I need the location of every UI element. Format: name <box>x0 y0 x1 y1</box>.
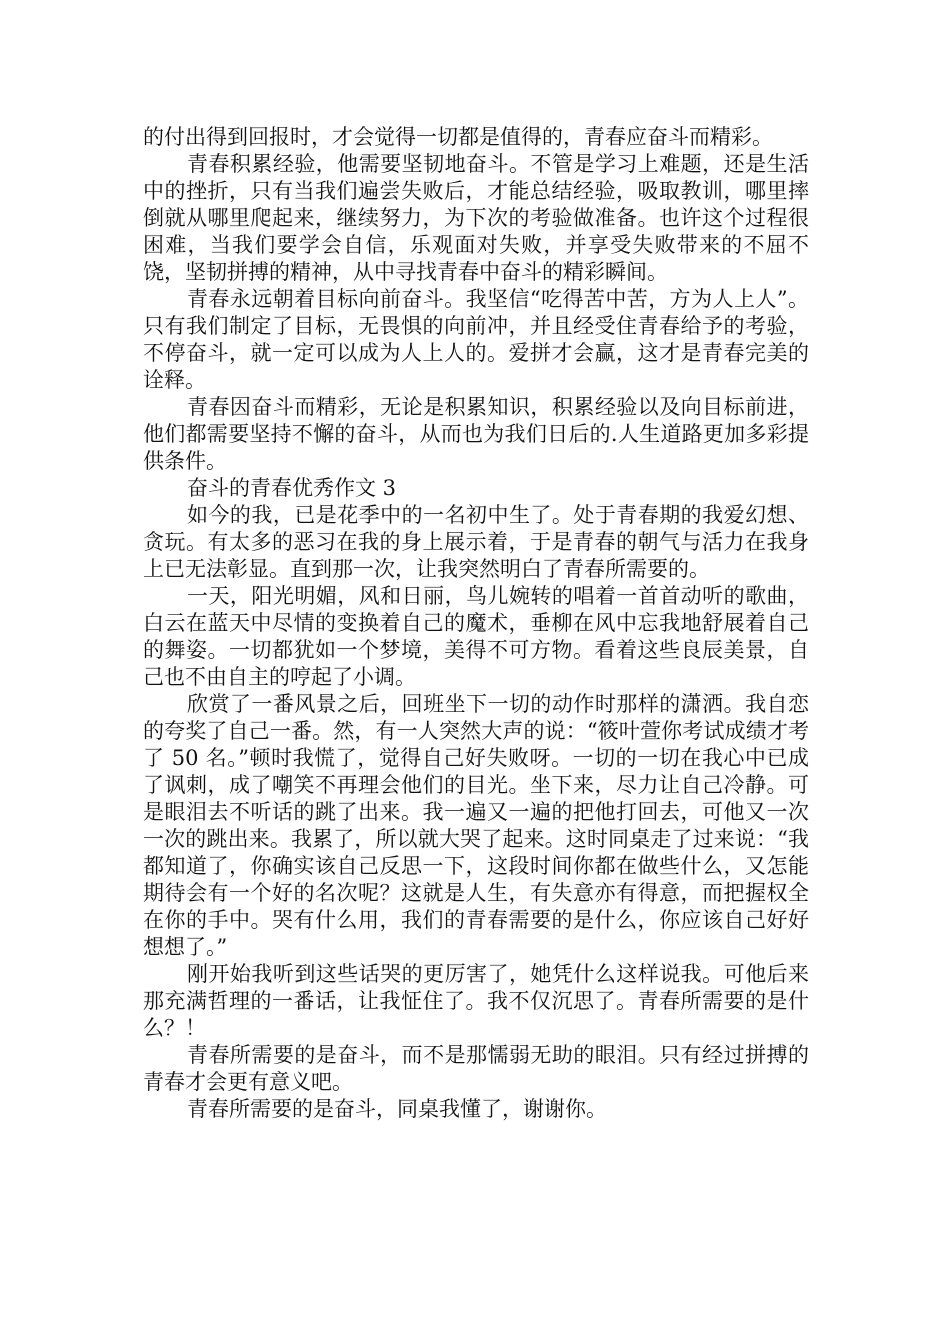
paragraph: 一天，阳光明媚，风和日丽，鸟儿婉转的唱着一首首动听的歌曲，白云在蓝天中尽情的变换着自己的魔术，垂柳在风中忘我地舒展着自己的舞姿。一切都犹如一个梦境，美得不可方物。看着这些良辰美景，自己也不由自主的哼起了小调。 <box>143 584 809 689</box>
paragraph: 青春积累经验，他需要坚韧地奋斗。不管是学习上难题，还是生活中的挫折，只有当我们遍尝失败后，才能总结经验，吸取教训，哪里摔倒就从哪里爬起来，继续努力，为下次的考验做准备。也许这个过程很困难，当我们要学会自信，乐观面对失败，并享受失败带来的不屈不饶，坚韧拼搏的精神，从中寻找青春中奋斗的精彩瞬间。 <box>143 152 809 284</box>
paragraph: 青春所需要的是奋斗，而不是那懦弱无助的眼泪。只有经过拼搏的青春才会更有意义吧。 <box>143 1043 809 1094</box>
paragraph: 欣赏了一番风景之后，回班坐下一切的动作时那样的潇洒。我自恋的夸奖了自己一番。然，有一人突然大声的说：“筱叶萱你考试成绩才考了 50 名。”顿时我慌了，觉得自己好失败呀。一切的一切在我心中已成了讽刺，成了嘲笑不再理会他们的目光。坐下来，尽力让自己冷静。可是眼泪去不听话的跳了出来。我一遍又一遍的把他打回去，可他又一次一次的跳出来。我累了，所以就大哭了起来。这时同桌走了过来说：“我都知道了，你确实该自己反思一下，这段时间你都在做些什么，又怎能期待会有一个好的名次呢？这就是人生，有失意亦有得意，而把握权全在你的手中。哭有什么用，我们的青春需要的是什么，你应该自己好好想想了。” <box>143 692 809 959</box>
essay-body <box>143 124 809 1123</box>
paragraph: 青春因奋斗而精彩，无论是积累知识，积累经验以及向目标前进，他们都需要坚持不懈的奋斗，从而也为我们日后的.人生道路更加多彩提供条件。 <box>143 395 809 473</box>
paragraph: 青春所需要的是奋斗，同桌我懂了，谢谢你。 <box>187 1097 607 1121</box>
paragraph: 如今的我，已是花季中的一名初中生了。处于青春期的我爱幻想、贪玩。有太多的恶习在我的身上展示着，于是青春的朝气与活力在我身上已无法彰显。直到那一次，让我突然明白了青春所需要的。 <box>143 503 809 581</box>
section-title: 奋斗的青春优秀作文 3 <box>187 476 397 500</box>
paragraph-continuation: 的付出得到回报时，才会觉得一切都是值得的，青春应奋斗而精彩。 <box>143 125 773 149</box>
paragraph: 刚开始我听到这些话哭的更厉害了，她凭什么这样说我。可他后来那充满哲理的一番话，让我怔住了。我不仅沉思了。青春所需要的是什么？！ <box>143 962 809 1040</box>
paragraph: 青春永远朝着目标向前奋斗。我坚信“吃得苦中苦，方为人上人”。只有我们制定了目标，无畏惧的向前冲，并且经受住青春给予的考验，不停奋斗，就一定可以成为人上人的。爱拼才会赢，这才是青春完美的诠释。 <box>143 287 809 392</box>
